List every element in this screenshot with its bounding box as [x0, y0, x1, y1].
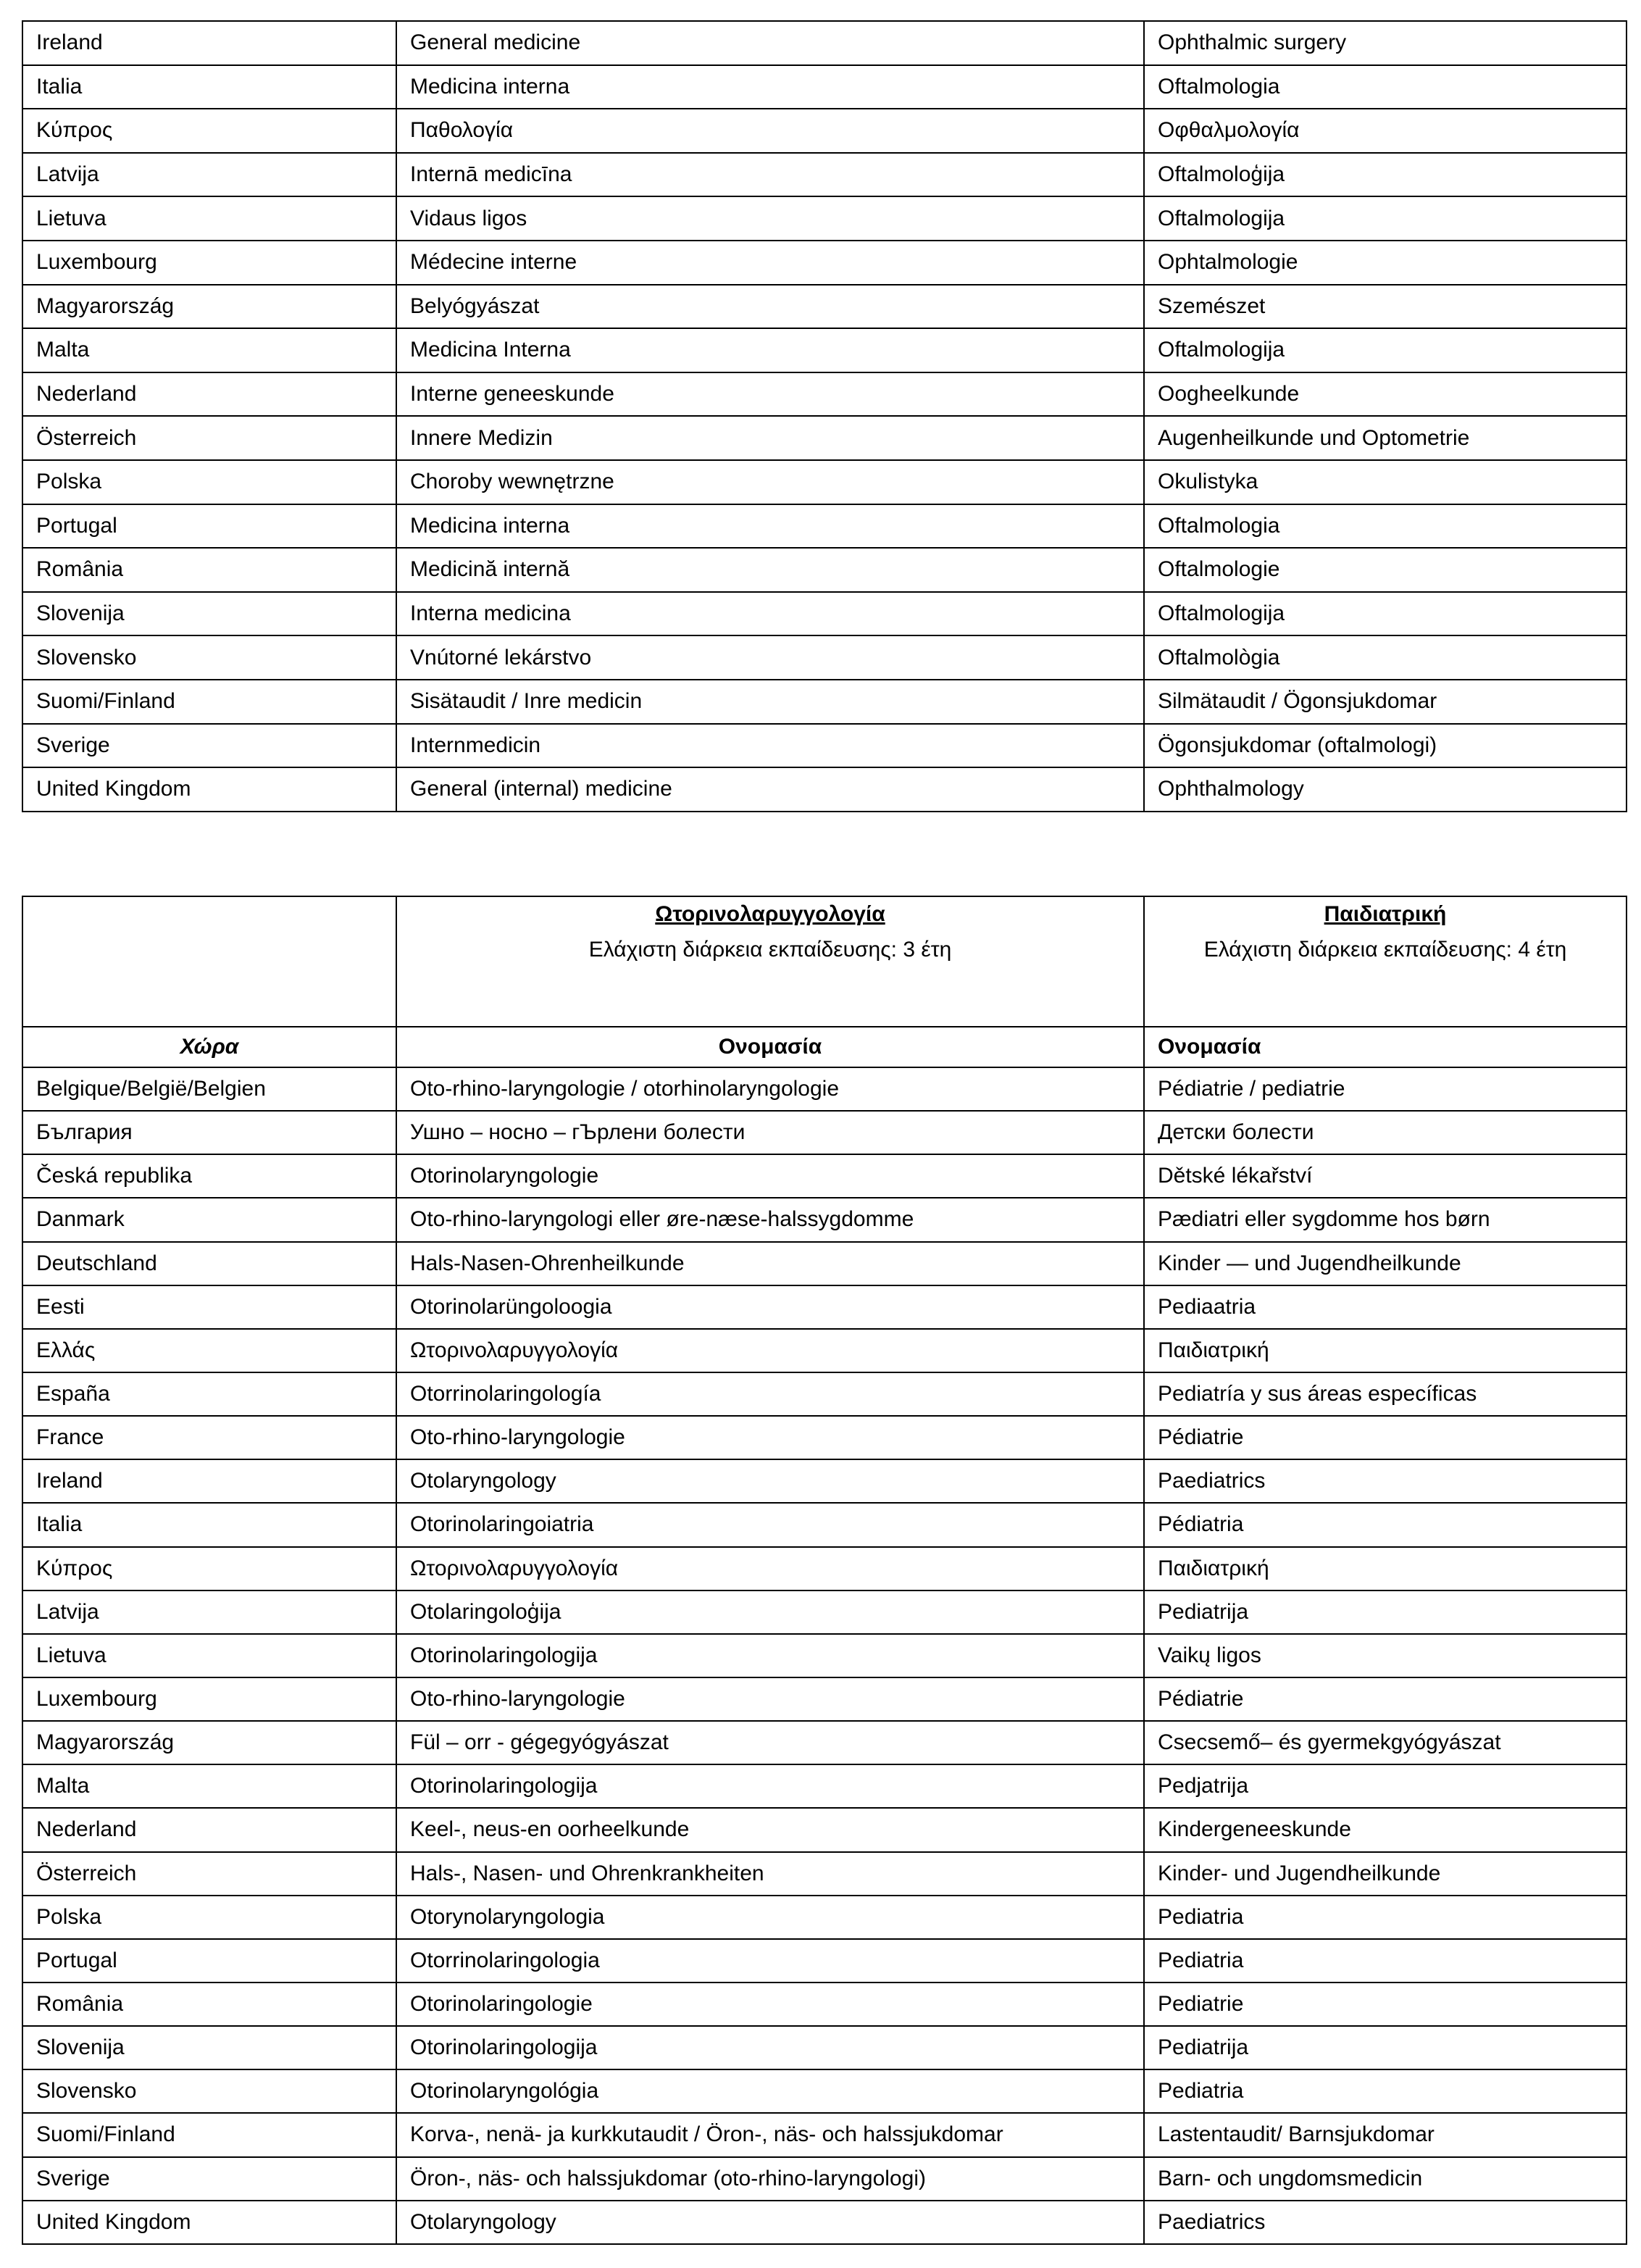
title-cell: Oftalmologia	[1144, 504, 1627, 549]
title-cell: Pédiatrie	[1144, 1677, 1627, 1721]
title-cell: Silmätaudit / Ögonsjukdomar	[1144, 680, 1627, 724]
table-row	[22, 1939, 1627, 1983]
table-row	[22, 109, 1627, 153]
country-cell: Magyarország	[22, 1721, 396, 1764]
title-cell: Pediatria	[1144, 1939, 1627, 1983]
table-row	[22, 285, 1627, 329]
title-cell: Oto-rhino-laryngologie	[396, 1416, 1144, 1459]
country-cell: Polska	[22, 1896, 396, 1939]
country-cell: Česká republika	[22, 1154, 396, 1198]
country-cell: Danmark	[22, 1198, 396, 1241]
title-cell: Otorrinolaringologia	[396, 1939, 1144, 1983]
table-row	[22, 680, 1627, 724]
country-cell: Slovenija	[22, 592, 396, 636]
title-cell: Pediatrija	[1144, 1590, 1627, 1634]
title-cell: Παιδιατρική	[1144, 1329, 1627, 1372]
country-cell: Deutschland	[22, 1242, 396, 1285]
title-cell: Öron-, näs- och halssjukdomar (oto-rhino-laryngologi)	[396, 2157, 1144, 2201]
table-row	[22, 1503, 1627, 1546]
title-cell: Oftalmologija	[1144, 592, 1627, 636]
table-row	[22, 1808, 1627, 1851]
title-cell: Oftalmoloģija	[1144, 153, 1627, 197]
title-cell: Ωτορινολαρυγγολογία	[396, 1547, 1144, 1590]
table-row	[22, 1764, 1627, 1808]
title-cell: Kinder- und Jugendheilkunde	[1144, 1852, 1627, 1896]
country-cell: Suomi/Finland	[22, 680, 396, 724]
title-cell: Szemészet	[1144, 285, 1627, 329]
table-row	[22, 592, 1627, 636]
country-cell: Lietuva	[22, 196, 396, 241]
title-cell: Ophtalmologie	[1144, 241, 1627, 285]
country-cell: Belgique/België/Belgien	[22, 1067, 396, 1111]
title-cell: Otorinolaringologija	[396, 1764, 1144, 1808]
title-cell: Oto-rhino-laryngologi eller øre-næse-halssygdomme	[396, 1198, 1144, 1241]
specialty-header-cell	[1144, 896, 1627, 1027]
title-cell: Choroby wewnętrzne	[396, 460, 1144, 504]
title-cell: Hals-Nasen-Ohrenheilkunde	[396, 1242, 1144, 1285]
title-cell: Ушно – носно – гЪрлени болести	[396, 1111, 1144, 1154]
country-cell: Sverige	[22, 2157, 396, 2201]
title-cell: Medicina interna	[396, 65, 1144, 109]
title-cell: Otolaryngology	[396, 2201, 1144, 2244]
title-cell: Kindergeneeskunde	[1144, 1808, 1627, 1851]
title-cell: Oftalmologija	[1144, 196, 1627, 241]
table-row	[22, 1154, 1627, 1198]
title-cell: Παθολογία	[396, 109, 1144, 153]
country-cell: España	[22, 1372, 396, 1416]
table-row	[22, 65, 1627, 109]
country-cell: Latvija	[22, 1590, 396, 1634]
country-cell: Lietuva	[22, 1634, 396, 1677]
training-duration: Ελάχιστη διάρκεια εκπαίδευσης: 4 έτη	[1203, 938, 1567, 962]
title-cell: Vaikų ligos	[1144, 1634, 1627, 1677]
table-row	[22, 196, 1627, 241]
country-cell: United Kingdom	[22, 767, 396, 812]
country-cell: Österreich	[22, 1852, 396, 1896]
country-cell: Polska	[22, 460, 396, 504]
table-row	[22, 1067, 1627, 1111]
title-cell: Ophthalmology	[1144, 767, 1627, 812]
table-row	[22, 372, 1627, 417]
country-cell: Latvija	[22, 153, 396, 197]
table-row	[22, 1416, 1627, 1459]
column-header-row	[22, 1027, 1627, 1067]
title-cell: Oogheelkunde	[1144, 372, 1627, 417]
table-row	[22, 1111, 1627, 1154]
country-cell: Nederland	[22, 1808, 396, 1851]
table-row	[22, 1896, 1627, 1939]
title-cell: Pediatria	[1144, 1896, 1627, 1939]
title-cell: Belyógyászat	[396, 285, 1144, 329]
table-row	[22, 153, 1627, 197]
table-row	[22, 21, 1627, 65]
country-cell: România	[22, 1983, 396, 2026]
title-cell: Médecine interne	[396, 241, 1144, 285]
table-row	[22, 1721, 1627, 1764]
title-cell: Oftalmològia	[1144, 635, 1627, 680]
country-cell: Portugal	[22, 504, 396, 549]
table-row	[22, 416, 1627, 460]
title-cell: Oftalmologia	[1144, 65, 1627, 109]
country-cell: Portugal	[22, 1939, 396, 1983]
title-cell: Keel-, neus-en oorheelkunde	[396, 1808, 1144, 1851]
title-cell: Otorinolaringologija	[396, 2026, 1144, 2069]
table-row	[22, 1547, 1627, 1590]
title-cell: Fül – orr - gégegyógyászat	[396, 1721, 1144, 1764]
title-cell: Детски болести	[1144, 1111, 1627, 1154]
title-cell: Pediatria	[1144, 2069, 1627, 2113]
specialty-name: Ωτορινολαρυγγολογία	[655, 902, 885, 926]
specialty-table-top	[22, 20, 1627, 812]
table-row	[22, 1590, 1627, 1634]
title-cell: Hals-, Nasen- und Ohrenkrankheiten	[396, 1852, 1144, 1896]
table-row	[22, 460, 1627, 504]
country-cell: Malta	[22, 1764, 396, 1808]
country-cell: Luxembourg	[22, 241, 396, 285]
title-cell: Otorinolaryngologie	[396, 1154, 1144, 1198]
title-cell: Paediatrics	[1144, 2201, 1627, 2244]
title-cell: Otorynolaryngologia	[396, 1896, 1144, 1939]
country-cell: Nederland	[22, 372, 396, 417]
country-cell: France	[22, 1416, 396, 1459]
title-cell: Oftalmologie	[1144, 548, 1627, 592]
title-cell: Otolaryngology	[396, 1459, 1144, 1503]
country-cell: Ireland	[22, 1459, 396, 1503]
title-cell: Pédiatrie	[1144, 1416, 1627, 1459]
title-cell: General (internal) medicine	[396, 767, 1144, 812]
table-row	[22, 1634, 1627, 1677]
specialty-header-row	[22, 896, 1627, 1027]
table-row	[22, 1459, 1627, 1503]
country-cell: Κύπρος	[22, 1547, 396, 1590]
title-cell: Pediatrija	[1144, 2026, 1627, 2069]
specialty-table-bottom	[22, 896, 1627, 2245]
title-cell: Otorinolaryngológia	[396, 2069, 1144, 2113]
title-cell: Ωτορινολαρυγγολογία	[396, 1329, 1144, 1372]
title-cell: Medicina Interna	[396, 328, 1144, 372]
title-cell: Korva-, nenä- ja kurkkutaudit / Öron-, näs- och halssjukdomar	[396, 2113, 1144, 2156]
country-cell: United Kingdom	[22, 2201, 396, 2244]
table-row	[22, 328, 1627, 372]
title-cell: Paediatrics	[1144, 1459, 1627, 1503]
title-cell: Csecsemő– és gyermekgyógyászat	[1144, 1721, 1627, 1764]
table-row	[22, 724, 1627, 768]
title-cell: Otorrinolaringología	[396, 1372, 1144, 1416]
table-row	[22, 1198, 1627, 1241]
title-cell: Pediatrie	[1144, 1983, 1627, 2026]
country-cell: Eesti	[22, 1285, 396, 1329]
title-cell: Interna medicina	[396, 592, 1144, 636]
specialty-header-cell	[396, 896, 1144, 1027]
specialty-name: Παιδιατρική	[1324, 902, 1447, 926]
column-header-country: Χώρα	[22, 1027, 396, 1067]
table-row	[22, 1242, 1627, 1285]
title-cell: Dětské lékařství	[1144, 1154, 1627, 1198]
title-cell: Vnútorné lekárstvo	[396, 635, 1144, 680]
title-cell: Ögonsjukdomar (oftalmologi)	[1144, 724, 1627, 768]
title-cell: Pédiatria	[1144, 1503, 1627, 1546]
country-cell: Slovensko	[22, 635, 396, 680]
title-cell: Vidaus ligos	[396, 196, 1144, 241]
title-cell: Internā medicīna	[396, 153, 1144, 197]
title-cell: Medicina interna	[396, 504, 1144, 549]
table-row	[22, 2113, 1627, 2156]
table-body	[22, 21, 1627, 812]
title-cell: Barn- och ungdomsmedicin	[1144, 2157, 1627, 2201]
country-cell: Italia	[22, 65, 396, 109]
title-cell: Internmedicin	[396, 724, 1144, 768]
title-cell: Οφθαλμολογία	[1144, 109, 1627, 153]
table-row	[22, 2157, 1627, 2201]
title-cell: General medicine	[396, 21, 1144, 65]
column-header-title: Ονομασία	[396, 1027, 1144, 1067]
country-cell: Slovenija	[22, 2026, 396, 2069]
title-cell: Otorinolaringoiatria	[396, 1503, 1144, 1546]
title-cell: Otorinolarüngoloogia	[396, 1285, 1144, 1329]
empty-header-cell	[22, 896, 396, 1027]
country-cell: Malta	[22, 328, 396, 372]
table-row	[22, 635, 1627, 680]
table-row	[22, 1852, 1627, 1896]
title-cell: Otolaringoloģija	[396, 1590, 1144, 1634]
table-row	[22, 767, 1627, 812]
title-cell: Otorinolaringologie	[396, 1983, 1144, 2026]
title-cell: Otorinolaringologija	[396, 1634, 1144, 1677]
title-cell: Παιδιατρική	[1144, 1547, 1627, 1590]
table-header	[22, 896, 1627, 1067]
title-cell: Interne geneeskunde	[396, 372, 1144, 417]
table-row	[22, 2201, 1627, 2244]
title-cell: Medicină internă	[396, 548, 1144, 592]
table-row	[22, 548, 1627, 592]
country-cell: Sverige	[22, 724, 396, 768]
title-cell: Lastentaudit/ Barnsjukdomar	[1144, 2113, 1627, 2156]
table-row	[22, 241, 1627, 285]
title-cell: Pédiatrie / pediatrie	[1144, 1067, 1627, 1111]
country-cell: Κύπρος	[22, 109, 396, 153]
country-cell: Italia	[22, 1503, 396, 1546]
country-cell: Magyarország	[22, 285, 396, 329]
country-cell: Suomi/Finland	[22, 2113, 396, 2156]
title-cell: Oftalmologija	[1144, 328, 1627, 372]
table-row	[22, 1983, 1627, 2026]
table-row	[22, 1372, 1627, 1416]
country-cell: Ireland	[22, 21, 396, 65]
country-cell: Luxembourg	[22, 1677, 396, 1721]
title-cell: Sisätaudit / Inre medicin	[396, 680, 1144, 724]
title-cell: Pediaatria	[1144, 1285, 1627, 1329]
training-duration: Ελάχιστη διάρκεια εκπαίδευσης: 3 έτη	[588, 938, 952, 962]
title-cell: Pedjatrija	[1144, 1764, 1627, 1808]
title-cell: Oto-rhino-laryngologie / otorhinolaryngologie	[396, 1067, 1144, 1111]
table-body	[22, 1067, 1627, 2244]
table-row	[22, 504, 1627, 549]
table-row	[22, 2026, 1627, 2069]
title-cell: Augenheilkunde und Optometrie	[1144, 416, 1627, 460]
country-cell: Ελλάς	[22, 1329, 396, 1372]
table-row	[22, 1677, 1627, 1721]
table-row	[22, 1329, 1627, 1372]
title-cell: Oto-rhino-laryngologie	[396, 1677, 1144, 1721]
country-cell: България	[22, 1111, 396, 1154]
title-cell: Okulistyka	[1144, 460, 1627, 504]
table-row	[22, 1285, 1627, 1329]
title-cell: Innere Medizin	[396, 416, 1144, 460]
country-cell: Österreich	[22, 416, 396, 460]
title-cell: Pædiatri eller sygdomme hos børn	[1144, 1198, 1627, 1241]
column-header-title: Ονομασία	[1144, 1027, 1627, 1067]
title-cell: Pediatría y sus áreas específicas	[1144, 1372, 1627, 1416]
country-cell: Slovensko	[22, 2069, 396, 2113]
title-cell: Ophthalmic surgery	[1144, 21, 1627, 65]
title-cell: Kinder — und Jugendheilkunde	[1144, 1242, 1627, 1285]
table-row	[22, 2069, 1627, 2113]
country-cell: România	[22, 548, 396, 592]
